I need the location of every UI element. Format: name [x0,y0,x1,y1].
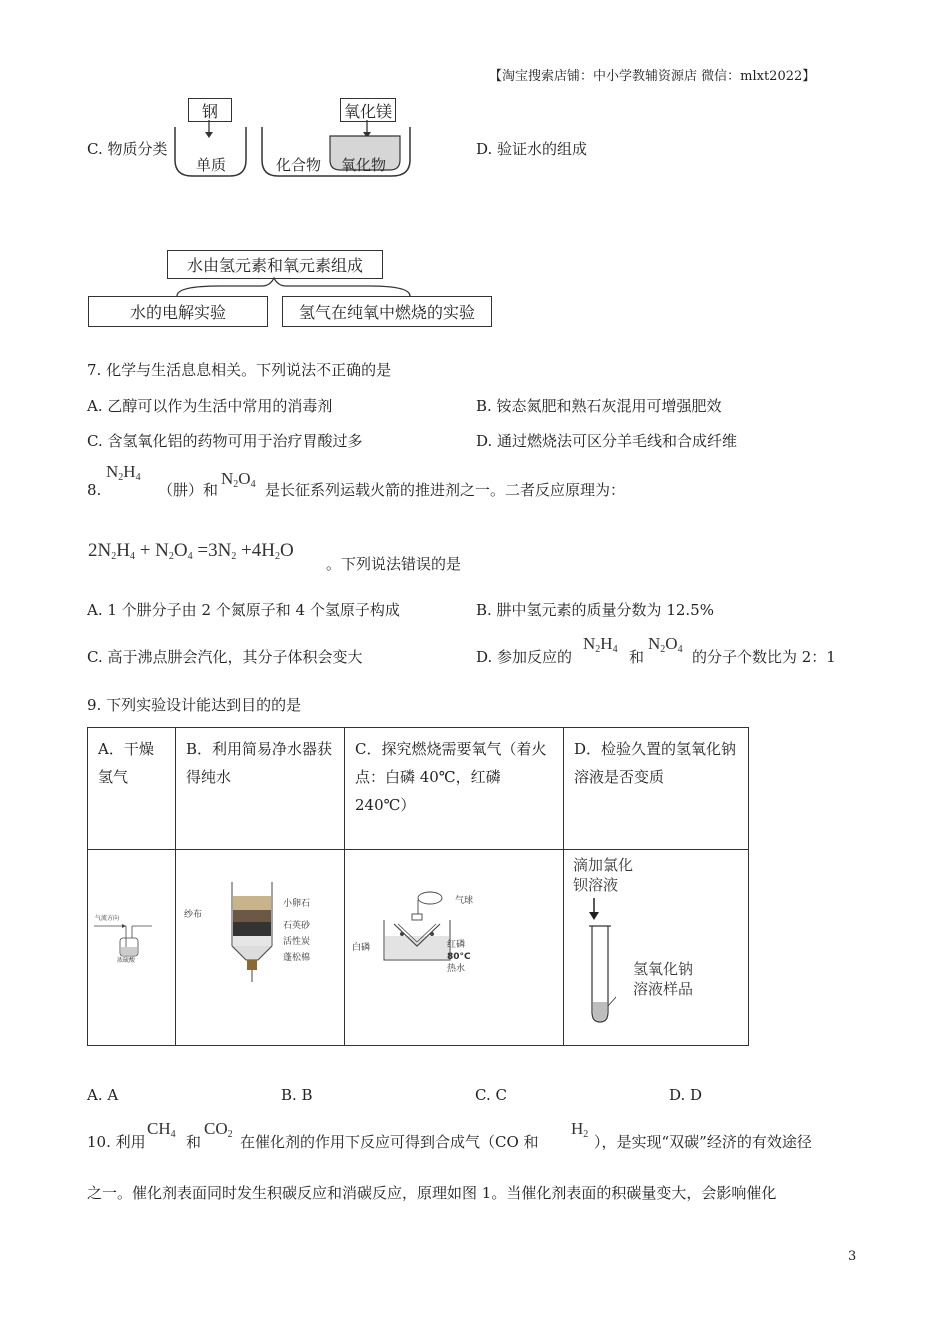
q10-mid: 在催化剂的作用下反应可得到合成气（CO 和 [240,1133,539,1151]
q8-option-d-mid: 和 [629,648,645,666]
test-tube-figure [586,896,616,1026]
q7-stem: 7. 化学与生活息息相关。下列说法不正确的是 [87,361,392,379]
q10-number: 10. 利用 [87,1133,146,1151]
q10-tail: ），是实现“双碳”经济的有效途径 [594,1133,812,1151]
sulfuric-acid-label: 浓硫酸 [117,957,136,964]
q9-header-a: A．干燥氢气 [88,728,176,850]
q9-header-c: C．探究燃烧需要氧气（着火点：白磷 40℃，红磷 240℃） [345,728,564,850]
q9-header-d: D．检验久置的氢氧化钠溶液是否变质 [564,728,749,850]
white-phosphorus-label: 白磷 [352,943,371,953]
quartz-sand-label: 石英砂 [283,921,311,931]
q9-table [87,727,749,1046]
reaction-equation: $2N_2H_4 + N_2O_4 =3N_2 +4H_2O$ [88,540,294,562]
q7-option-c: C. 含氢氧化铝的药物可用于治疗胃酸过多 [87,432,363,450]
formula-n2h4-d: $N_2H_4$ [583,634,618,655]
electrolysis-box [88,296,268,327]
q8-stem-tail: 是长征系列运载火箭的推进剂之一。二者反应原理为： [265,481,626,499]
naoh-sample-label-1: 氢氧化钠 [633,960,694,978]
element-label: 单质 [196,156,227,174]
cotton-label: 蓬松棉 [283,953,311,963]
formula-n2o4-d: $N_2O_4$ [648,634,683,655]
q8-option-d-post: 的分子个数比为 2：1 [692,648,836,666]
q8-number: 8. [87,481,102,499]
steel-label: 钢 [201,101,218,121]
q10-line2: 之一。催化剂表面同时发生积碳反应和消碳反应，原理如图 1。当催化剂表面的积碳量变大，会影响催化 [87,1184,777,1202]
water-top-label: 水由氢元素和氧元素组成 [186,256,363,275]
formula-n2o4: $N_2O_4$ [221,469,256,490]
water-bracket [170,276,420,298]
add-barium-label-2: 钡溶液 [573,876,619,894]
q9-answer-b: B. B [281,1086,313,1104]
q9-header-row [88,728,749,850]
hydrogen-burning-box [282,296,492,327]
q9-answer-a: A. A [87,1086,119,1104]
red-phosphorus-label: 红磷 [447,940,466,950]
q9-stem: 9. 下列实验设计能达到目的的是 [87,696,302,714]
naoh-sample-label-2: 溶液样品 [633,980,694,998]
add-barium-label-1: 滴加氯化 [573,856,634,874]
activated-carbon-label: 活性炭 [283,937,311,947]
q8-hydrazine-name: （肼）和 [158,481,219,499]
formula-co2: $CO_2$ [204,1119,233,1140]
pebbles-label: 小卵石 [283,899,311,909]
q9-header-b: B．利用简易净水器获得纯水 [176,728,345,850]
q7-option-b: B. 铵态氮肥和熟石灰混用可增强肥效 [476,397,722,415]
q8-option-a: A. 1 个肼分子由 2 个氮原子和 4 个氢原子构成 [87,601,400,619]
q8-option-b: B. 肼中氢元素的质量分数为 12.5% [476,601,714,619]
gauze-label: 纱布 [184,910,203,920]
compound-label: 化合物 [276,156,322,174]
header-text: 【淘宝搜索店铺：中小学教辅资源店 微信：mlxt2022】 [489,69,816,84]
q7-option-a: A. 乙醇可以作为生活中常用的消毒剂 [87,397,333,415]
formula-h2: $H_2$ [571,1119,589,1140]
q6-option-d-label: D. 验证水的组成 [476,140,588,158]
q10-and: 和 [186,1133,202,1151]
q8-option-d-pre: D. 参加反应的 [476,648,573,666]
water-purifier-figure [222,880,282,985]
hot-water-label: 热水 [447,964,466,974]
flow-direction-label: 气流方向 [95,915,120,922]
q7-option-d: D. 通过燃烧法可区分羊毛线和合成纤维 [476,432,738,450]
q9-answer-c: C. C [475,1086,507,1104]
balloon-label: 气球 [455,896,474,906]
q8-option-c: C. 高于沸点肼会汽化，其分子体积会变大 [87,648,363,666]
electrolysis-label: 水的电解实验 [129,303,226,322]
formula-n2h4: $N_2H_4$ [106,462,141,483]
q8-equation-tail: 。下列说法错误的是 [326,555,462,573]
formula-ch4: $CH_4$ [147,1119,176,1140]
q6-option-c-label: C. 物质分类 [87,140,168,158]
temperature-label: 80°C [447,952,471,962]
q9-answer-d: D. D [669,1086,703,1104]
magnesium-oxide-label: 氧化镁 [343,101,392,121]
water-composition-box [167,250,383,279]
page-number: 3 [848,1249,857,1264]
hydrogen-burning-label: 氢气在纯氧中燃烧的实验 [298,303,475,322]
oxide-label: 氧化物 [341,156,387,174]
